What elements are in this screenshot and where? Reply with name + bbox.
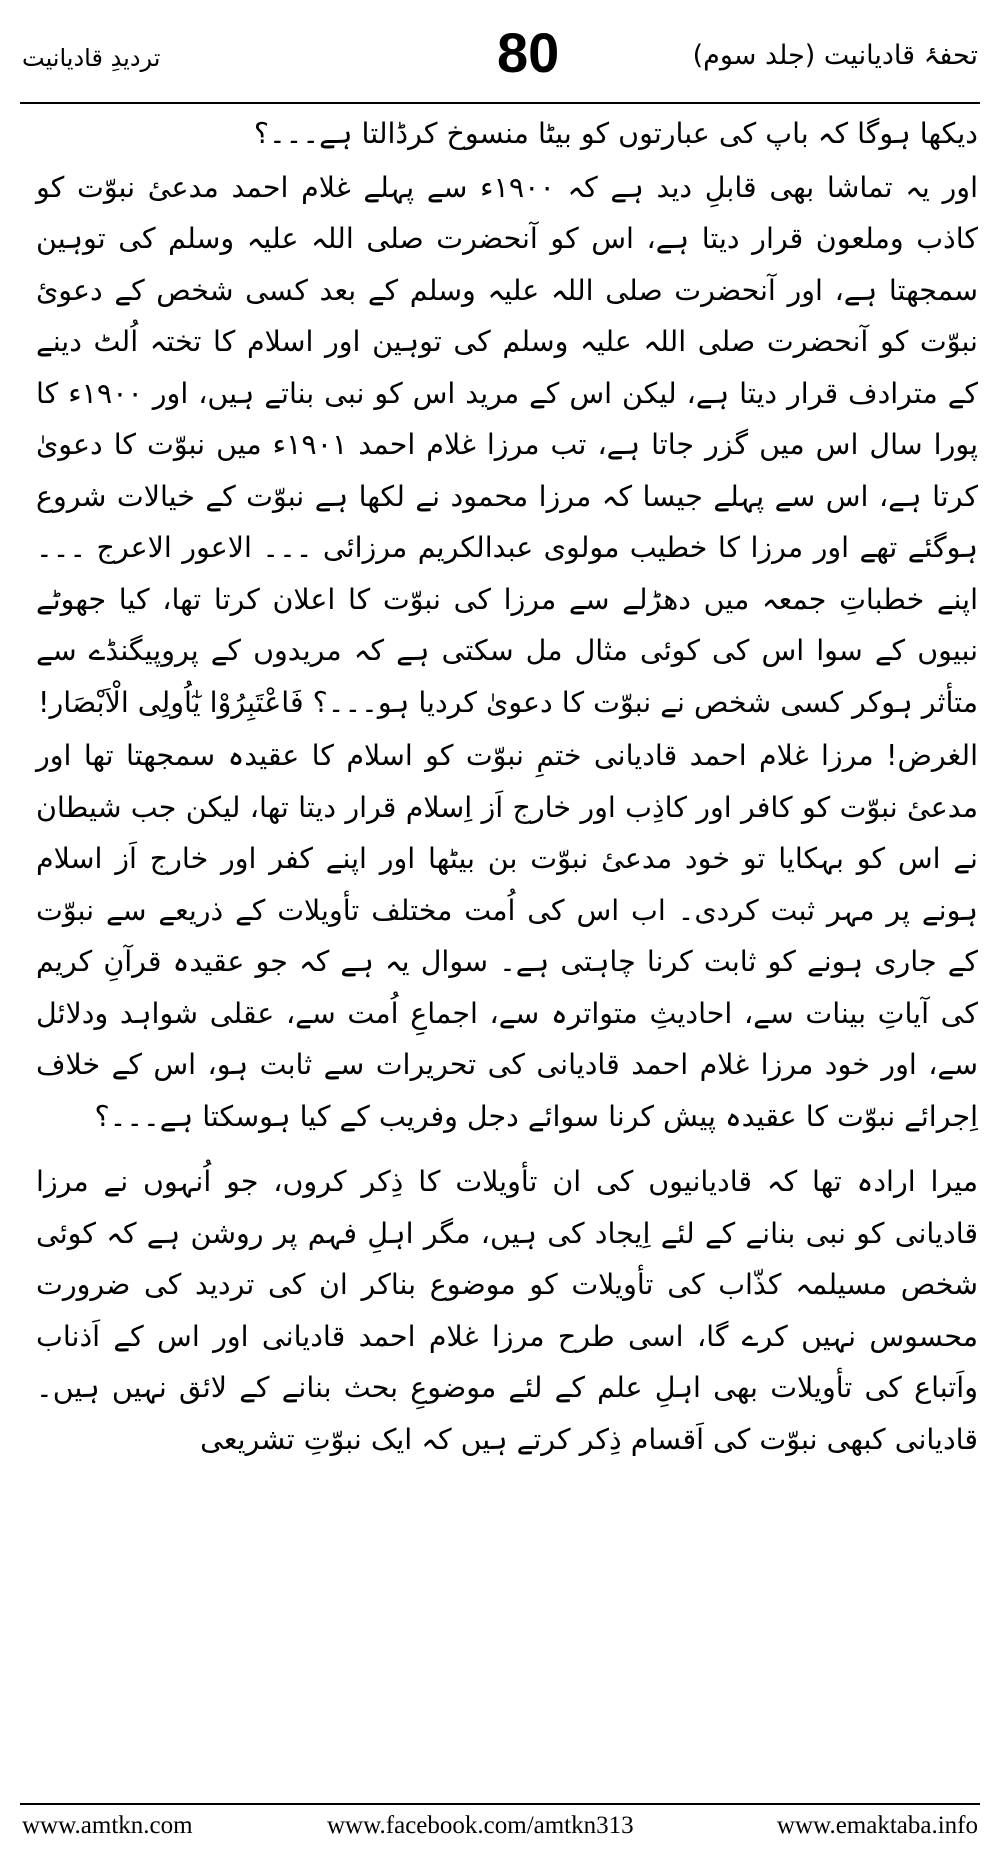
page-header	[22, 18, 978, 108]
book-title: تحفۂ قادیانیت (جلد سوم)	[692, 40, 978, 71]
page-footer	[22, 1810, 978, 1844]
header-divider	[20, 102, 980, 104]
section-title: تردیدِ قادیانیت	[22, 44, 161, 72]
footer-link-emaktaba[interactable]: www.emaktaba.info	[776, 1812, 978, 1839]
footer-divider	[20, 1803, 980, 1805]
footer-link-amtkn[interactable]: www.amtkn.com	[22, 1812, 193, 1839]
page-number: 80	[497, 21, 560, 84]
footer-link-facebook[interactable]: www.facebook.com/amtkn313	[327, 1812, 634, 1839]
paragraph-3: الغرض! مرزا غلام احمد قادیانی ختمِ نبوّت کو اسلام کا عقیدہ سمجھتا تھا اور مدعیٔ نبوّت کو کافر اور کاذِب اور خارج اَز اِسلام قرار دیتا تھا، لیکن جب شیطان نے اس کو بہکایا تو خود مدعیٔ نبوّت بن بیٹھا اور اپنے کفر اور خارج اَز اسلام ہونے پر مہر ثبت کردی۔ اب اس کی اُمت مختلف تأویلات کے ذریعے سے نبوّت کے جاری ہونے کو ثابت کرنا چاہتی ہے۔ سوال یہ ہے کہ جو عقیدہ قرآنِ کریم کی آیاتِ بینات سے، احادیثِ متواترہ سے، اجماعِ اُمت سے، عقلی شواہد ودلائل سے، اور خود مرزا غلام احمد قادیانی کی تحریرات سے ثابت ہو، اس کے خلاف اِجرائے نبوّت کا عقیدہ پیش کرنا سوائے دجل وفریب کے کیا ہوسکتا ہے۔۔۔؟	[36, 739, 978, 1133]
paragraph-2: اور یہ تماشا بھی قابلِ دید ہے کہ ۱۹۰۰ء سے پہلے غلام احمد مدعیٔ نبوّت کو کاذب وملعون قرار دیتا ہے، اس کو آنحضرت صلی اللہ علیہ وسلم کی توہین سمجھتا ہے، اور آنحضرت صلی اللہ علیہ وسلم کے بعد کسی شخص کے دعویٔ نبوّت کو آنحضرت صلی اللہ علیہ وسلم کی توہین اور اسلام کا تختہ اُلٹ دینے کے مترادف قرار دیتا ہے، لیکن اس کے مرید اس کو نبی بناتے ہیں، اور ۱۹۰۰ء کا پورا سال اس میں گزر جاتا ہے، تب مرزا غلام احمد ۱۹۰۱ء میں نبوّت کا دعویٰ کرتا ہے، اس سے پہلے جیسا کہ مرزا محمود نے لکھا ہے نبوّت کے خیالات شروع ہوگئے تھے اور مرزا کا خطیب مولوی عبدالکریم مرزائی ۔۔۔ الاعور الاعرج ۔۔۔ اپنے خطباتِ جمعہ میں دھڑلے سے مرزا کی نبوّت کا اعلان کرتا تھا، کیا جھوٹے نبیوں کے سوا اس کی کوئی مثال مل سکتی ہے کہ مریدوں کے پروپیگنڈے سے متأثر ہوکر کسی شخص نے نبوّت کا دعویٰ کردیا ہو۔۔۔؟ فَاعْتَبِرُوْا یٰٓاُولِی الْاَبْصَار!	[36, 170, 979, 719]
paragraph-1: دیکھا ہوگا کہ باپ کی عبارتوں کو بیٹا منسوخ کرڈالتا ہے۔۔۔؟	[253, 117, 978, 150]
page-body	[36, 108, 978, 1465]
paragraph-4: میرا ارادہ تھا کہ قادیانیوں کی ان تأویلات کا ذِکر کروں، جو اُنہوں نے مرزا قادیانی کو نبی بنانے کے لئے اِیجاد کی ہیں، مگر اہلِ فہم پر روشن ہے کہ کوئی شخص مسیلمہ کذّاب کی تأویلات کو موضوع بناکر ان کی تردید کی ضرورت محسوس نہیں کرے گا، اسی طرح مرزا غلام احمد قادیانی اور اس کے اَذناب واَتباع کی تأویلات بھی اہلِ علم کے لئے موضوعِ بحث بنانے کے لائق نہیں ہیں۔ قادیانی کبھی نبوّت کی اَقسام ذِکر کرتے ہیں کہ ایک نبوّتِ تشریعی	[36, 1165, 978, 1456]
